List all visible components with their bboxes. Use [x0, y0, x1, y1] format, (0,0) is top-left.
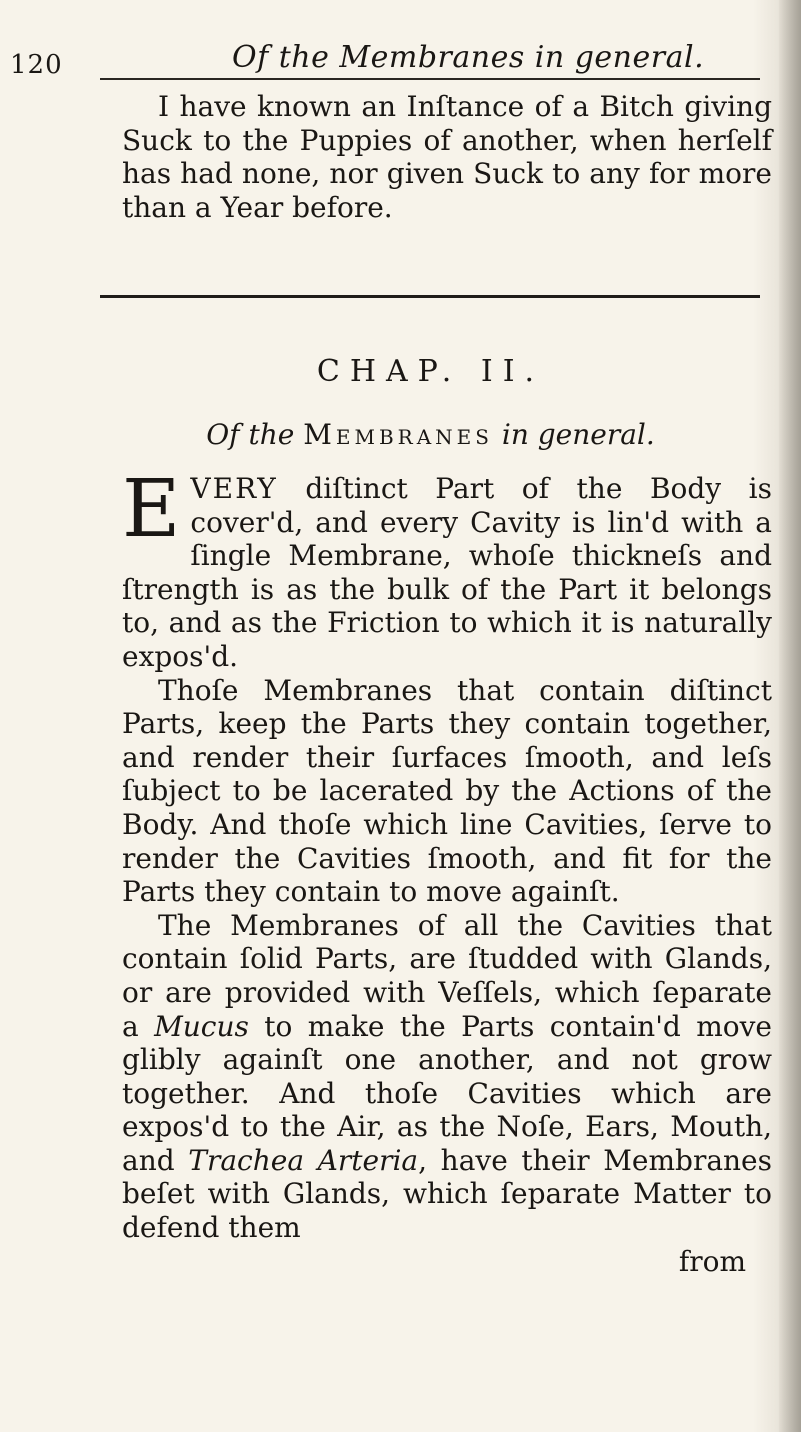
header-rule	[100, 78, 760, 80]
lead-word: VERY	[190, 472, 278, 505]
intro-paragraph: I have known an Inſtance of a Bitch giving Suck to the Puppies of another, when herſelf has had none, nor given Suck to any for more than a Year before.	[122, 90, 772, 224]
catchword: from	[678, 1244, 746, 1278]
chapter-body	[122, 462, 772, 1278]
chapter-title-prefix: Of the	[206, 418, 295, 451]
running-title: Of the Membranes in general.	[232, 40, 705, 75]
mucus-term: Mucus	[154, 1009, 249, 1043]
chapter-title	[0, 418, 801, 451]
paragraph-1-text: diſtinct Part of the Body is cover'd, and every Cavity is lin'd with a ſingle Membrane, whoſe thickneſs and ſtrength is as the bulk of the Part it belongs to, and as the Friction to which it is naturally expos'd.	[122, 472, 772, 673]
chapter-title-membranes: Membranes	[303, 418, 493, 451]
trachea-term: Trachea Arteria	[188, 1143, 419, 1177]
section-divider-rule	[100, 295, 760, 298]
page-header	[0, 30, 801, 80]
body-paragraph-1	[122, 462, 772, 674]
chapter-heading: CHAP. II.	[316, 354, 545, 389]
paragraph-3-text-c: , have their Membranes beſet with Glands, which ſeparate Matter to defend them	[122, 1143, 772, 1245]
intro-text-block	[122, 90, 772, 224]
paragraph-3-text-a: The Membranes of all the Cavities that contain ſolid Parts, are ſtudded with Glands, or are provided with Veſſels, which ſeparate a	[122, 908, 772, 1043]
page-edge-shadow	[779, 0, 801, 1432]
body-paragraph-2: Thoſe Membranes that contain diſtinct Parts, keep the Parts they contain together, and render their ſurfaces ſmooth, and leſs ſubject to be lacerated by the Actions of the Body. And thoſe which line Cavities, ſerve to render the Cavities ſmooth, and fit for the Parts they contain to move againſt.	[122, 673, 772, 909]
page-number: 120	[10, 50, 63, 80]
chapter-title-suffix: in general.	[501, 418, 655, 451]
body-paragraph-3	[122, 909, 772, 1245]
drop-cap: E	[122, 462, 181, 555]
paragraph-3-text-b: to make the Parts contain'd move glibly againſt one another, and not grow together. And thoſe Cavities which are expos'd to the Air, as the Noſe, Ears, Mouth, and	[122, 1009, 772, 1177]
